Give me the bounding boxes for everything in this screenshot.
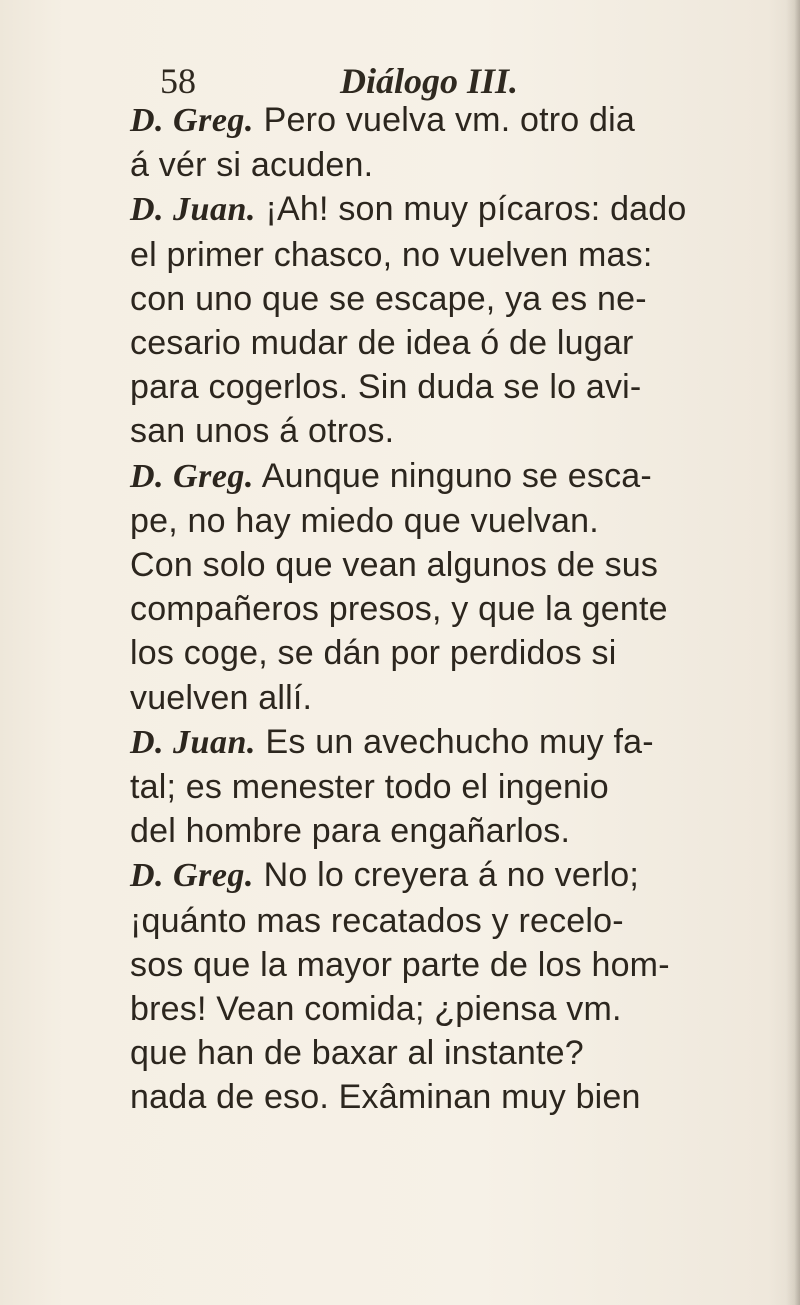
dialogue-turn — [130, 187, 780, 453]
speaker-label: D. Juan. — [130, 191, 256, 229]
page-edge-shadow — [786, 0, 800, 1305]
dialogue-turn — [130, 853, 780, 1119]
dialogue-turn — [130, 720, 780, 854]
dialogue-line: bres! Vean comida; ¿piensa vm. — [130, 990, 622, 1029]
dialogue-line: el primer chasco, no vuelven mas: — [130, 235, 653, 274]
dialogue-line: tal; es menester todo el ingenio — [130, 768, 609, 807]
dialogue-line — [130, 720, 780, 765]
dialogue-line: pe, no hay miedo que vuelvan. — [130, 501, 599, 540]
dialogue-line: á vér si acuden. — [130, 146, 374, 185]
speaker-label: D. Greg. — [130, 457, 254, 495]
dialogue-line: nada de eso. Exâminan muy bien — [130, 1078, 641, 1117]
dialogue-line: los coge, se dán por perdidos si — [130, 634, 617, 673]
dialogue-line: del hombre para engañarlos. — [130, 812, 571, 851]
speaker-label: D. Greg. — [130, 857, 254, 895]
dialogue-line: vuelven allí. — [130, 678, 313, 717]
dialogue-line: cesario mudar de idea ó de lugar — [130, 324, 634, 363]
dialogue-line: con uno que se escape, ya es ne- — [130, 279, 647, 318]
dialogue-text — [130, 98, 780, 1120]
speaker-label: D. Greg. — [130, 102, 254, 139]
dialogue-line — [130, 454, 780, 499]
dialogue-line — [130, 853, 780, 898]
speech-text: No lo creyera á no verlo; — [263, 856, 639, 895]
dialogue-line: que han de baxar al instante? — [130, 1034, 584, 1073]
dialogue-line: para cogerlos. Sin duda se lo avi- — [130, 368, 642, 407]
speech-text: Es un avechucho muy fa- — [265, 722, 654, 761]
dialogue-line — [130, 187, 780, 232]
dialogue-line: ¡quánto mas recatados y recelo- — [130, 901, 624, 940]
dialogue-line: san unos á otros. — [130, 412, 395, 451]
running-title: Diálogo III. — [340, 61, 519, 101]
speech-text: Aunque ninguno se esca- — [261, 456, 652, 495]
speech-text: Pero vuelva vm. otro dia — [263, 101, 636, 139]
dialogue-line: sos que la mayor parte de los hom- — [130, 945, 670, 984]
dialogue-line: compañeros presos, y que la gente — [130, 590, 668, 629]
dialogue-turn — [130, 454, 780, 720]
speaker-label: D. Juan. — [130, 723, 256, 761]
dialogue-line: Con solo que vean algunos de sus — [130, 546, 659, 585]
page-number: 58 — [160, 61, 196, 101]
dialogue-line — [130, 98, 780, 143]
speech-text: ¡Ah! son muy pícaros: dado — [265, 190, 687, 229]
dialogue-turn — [130, 98, 780, 187]
